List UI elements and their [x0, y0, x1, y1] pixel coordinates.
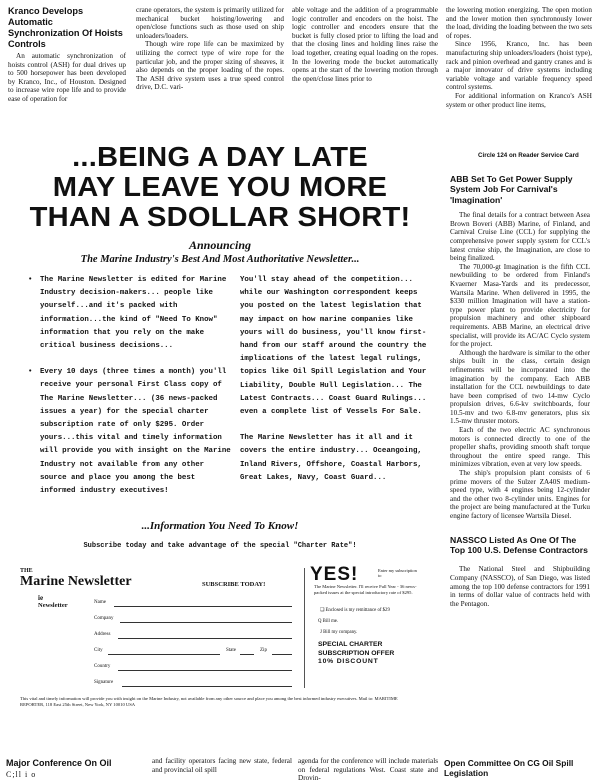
- field-city-input[interactable]: [108, 654, 220, 655]
- coupon-subscribe-today: SUBSCRIBE TODAY!: [202, 581, 266, 588]
- coupon-option-bill-me[interactable]: [318, 619, 338, 624]
- ad-right-para1: You'll stay ahead of the competition... while our Washington correspondent keeps you posted on the latest legislation that may impact on how marine companies like yours will do business, you'll know first-hand from our staff around the country the implications of the latest legal rulings, topics like Oil Spill Legislation and Your Liability, Double Hull Legislation... The Latest Contracts... Coast Guard Rulings... even a complete list of Vessels For Sale.: [240, 276, 427, 417]
- top-article-col2-p2: Though wire rope life can be maximized by utilizing the correct type of wire rope for the particular job, and the proper sizing of sheaves, it also depends on the proper loading of the ropes. The ASH drive system uses a true speed control drive, D.C. vari-: [136, 40, 284, 92]
- option-bill-me-label: Bill me.: [322, 619, 339, 624]
- coupon-enter-my: Enter my subscription to: [378, 568, 417, 579]
- ad-left-column: [28, 274, 233, 498]
- abb-headline: ABB Set To Get Power Supply System Job For Carnival's 'Imagination': [450, 174, 573, 205]
- option-remittance-label: Enclosed is my remittance of $29: [325, 608, 390, 613]
- abb-para-4: Each of the two electric AC synchronous motors is connected directly to one of the propeller shafts, providing smooth shaft torque throughout the entire speed range. This minimizes vibration, even at very low speeds.: [450, 426, 590, 469]
- abb-para-3: Although the hardware is similar to the other ships built in the class, certain design refinements will be incorporated into the imagination by the company. Each ABB installation for the CCL newbuildings to date have been comprised of two 14-mw Cyclo propulsion drives, 6.6-kv switchboards, four 10.5-mv and two 6.8-mv generators, plus six 1.5-mw thruster motors.: [450, 348, 590, 426]
- coupon-footer: This vital and timely information will provide you with insight on the Marine Industry, not available from any other source and place you among the best informed industry executives. Mail to: MARITIME REPORTER, 118 East 25th Street, New York, NY 10010 USA: [20, 696, 398, 707]
- coupon-title: Marine Newsletter: [20, 574, 132, 589]
- ad-right-column: [240, 274, 430, 485]
- top-article-col4: [446, 6, 592, 109]
- abb-para-1: The final details for a contract between Asea Brown Boveri (ABB) Marine, of Finland, and Carnival Cruise Line (CCL) for supplying the comprehensive power supply system for CCL's latest cruise ship, the Imagination, are close to being finalized.: [450, 211, 590, 263]
- checkbox-icon: Q: [318, 619, 323, 624]
- abb-para-5: The ship's propulsion plant consists of 6 prime movers of the Sulzer ZA40S medium-speed type, with 4 engines being 12-cylinder and the other two 8-cylinder units. Engines for the project are being manufactured at the Turku engine factory of licensee Wartsila Diesel.: [450, 469, 590, 520]
- coupon-the: THE: [20, 568, 33, 574]
- field-signature-input[interactable]: [122, 686, 292, 687]
- coupon-discount: 10% DISCOUNT: [318, 658, 379, 665]
- option-bill-company-label: Bill my company.: [323, 630, 358, 635]
- field-country-input[interactable]: [118, 670, 292, 671]
- coupon-option-bill-company[interactable]: [320, 630, 357, 635]
- ad-subtitle: The Marine Industry's Best And Most Authoritative Newsletter...: [80, 254, 360, 265]
- top-article-col2-p1: crane operators, the system is primarily utilized for mechanical bucket hoisting/lowering and open/close functions such as those used on ship unloaders/loaders.: [136, 6, 284, 40]
- ad-right-para2: The Marine Newsletter has it all and it covers the entire industry... Oceangoing, Inland Rivers, Offshore, Coastal Harbors, Great Lakes, Navy, Coast Guard...: [240, 434, 422, 482]
- top-article-headline: Kranco Develops Automatic Synchronization Of Hoists Controls: [8, 6, 123, 49]
- top-article-col4-p1: the lowering motion energizing. The open motion and the lower motion then synchronously lower the load, dividing the loading between the two sets of ropes.: [446, 6, 592, 40]
- field-state-input[interactable]: [240, 654, 254, 655]
- field-label-company: Company: [94, 616, 114, 621]
- top-article-col4-p2: Since 1956, Kranco, Inc. has been manufacturing ship unloaders/loaders (hoist type), rack and pinion overhead and gantry cranes and is a major innovator of drive systems including variable voltage and variable frequency speed control systems.: [446, 40, 592, 92]
- field-zip-input[interactable]: [272, 654, 292, 655]
- field-label-name: Name: [94, 600, 106, 605]
- field-company-input[interactable]: [120, 622, 292, 623]
- nassco-para: The National Steel and Shipbuilding Company (NASSCO), of San Diego, was listed among the top 100 defense contractors for 1991 in terms of dollar value of contracts held with the Pentagon.: [450, 565, 590, 608]
- top-article-col1: An automatic synchronization of hoists control (ASH) for dual drives up to 500 horsepower has been developed by Kranco, Inc., of Houston. Designed to increase wire rope life and to provide ease of operation for: [8, 52, 126, 103]
- field-label-state: State: [226, 648, 236, 653]
- top-article-col2: [136, 6, 284, 92]
- field-name-input[interactable]: [114, 606, 292, 607]
- field-label-zip: Zip: [260, 648, 267, 653]
- bottom-right-headline: Open Committee On CG Oil Spill Legislation: [444, 758, 574, 779]
- ad-headline-line3: THAN A SDOLLAR SHORT!: [29, 201, 411, 232]
- top-article-col3: able voltage and the addition of a programmable logic controller and encoders on the hoist. The logic controller and encoders ensure that the bucket is fully closed prior to lifting the load and that the closing lines and holding lines raise the load together, creating equal loading on the ropes. In the lowering mode the bucket automatically opens at the start of the lowering motion through the open/close lines prior to: [292, 6, 438, 83]
- ad-bullet-2: • Every 10 days (three times a month) you'll receive your personal First Class copy of The Marine Newsletter... (36 news-packed issues a year) for the special charter subscription rate of only $295. Order yours...this vital and timely information will provide you with insight on the Marine Industry not available from any other source and place you among the best informed industry executives!: [28, 366, 233, 498]
- coupon-divider: [304, 568, 305, 688]
- ad-headline-line1: ...BEING A DAY LATE: [72, 141, 368, 172]
- circle-note: Circle 124 on Reader Service Card: [478, 152, 579, 159]
- subscription-coupon: [14, 564, 434, 764]
- coupon-offer: SPECIAL CHARTER SUBSCRIPTION OFFER: [318, 641, 395, 657]
- ad-bullet-1: • The Marine Newsletter is edited for Marine Industry decision-makers... people like yourself...and it's packed with information...the kind of "Need To Know" information that you rely on the make critical business decisions...: [28, 274, 233, 353]
- bottom-strip: [0, 756, 600, 784]
- bottom-mid1: and facility operators facing new state, federal and provincial oil spill: [152, 757, 292, 774]
- field-label-country: Country: [94, 664, 111, 669]
- abb-para-2: The 70,000-gt Imagination is the fifth CCL newbuilding to be ordered from Finland's Kvaerner Masa-Yards and its predecessor, Wartsila Marine. When delivered in 1995, the $330 million Imagination will have a station-type power plant to provide electricity for propulsion machinery and other shipboard requirements. ABB Marine, an electrical drive specialist, will provide its AC/AC Cyclo system for the project.: [450, 262, 590, 349]
- newsletter-ad: [0, 128, 440, 748]
- field-address-input[interactable]: [118, 638, 292, 639]
- ad-info-tagline: ...Information You Need To Know!: [141, 520, 299, 532]
- abb-article: [450, 211, 590, 520]
- coupon-yes: YES!: [310, 564, 359, 585]
- ad-subscribe-line: Subscribe today and take advantage of the special "Charter Rate"!: [83, 542, 357, 550]
- coupon-yes-text: The Marine Newsletter. I'll receive Full Year - 36 news-packed issues at the special introductory rate of $295.: [314, 584, 417, 595]
- coupon-mini-logo-bottom: Newsletter: [38, 602, 68, 609]
- coupon-option-remittance[interactable]: [320, 608, 390, 613]
- checkbox-icon: ❏: [320, 608, 326, 613]
- top-article-col4-p3: For additional information on Kranco's ASH system or other product line items,: [446, 91, 592, 109]
- right-column: [450, 174, 590, 608]
- field-label-city: City: [94, 648, 103, 653]
- nassco-article: [450, 565, 590, 608]
- coupon-mini-logo: [38, 594, 98, 609]
- ad-announcing: Announcing: [188, 238, 252, 252]
- field-label-address: Address: [94, 632, 111, 637]
- bottom-mid2: agenda for the conference will include materials on federal regulations West. Coast state and Drovin-: [298, 757, 438, 783]
- bottom-left-headline: Major Conference On Oil: [6, 758, 112, 768]
- coupon-mini-logo-top: ie: [38, 594, 44, 602]
- bottom-left-sub: C;ll i o: [6, 770, 37, 779]
- nassco-headline: NASSCO Listed As One Of The Top 100 U.S. Defense Contractors: [450, 534, 588, 555]
- ad-headline-line2: MAY LEAVE YOU MORE: [52, 171, 388, 202]
- checkbox-icon: J: [320, 630, 324, 635]
- field-label-signature: Signature: [94, 680, 114, 685]
